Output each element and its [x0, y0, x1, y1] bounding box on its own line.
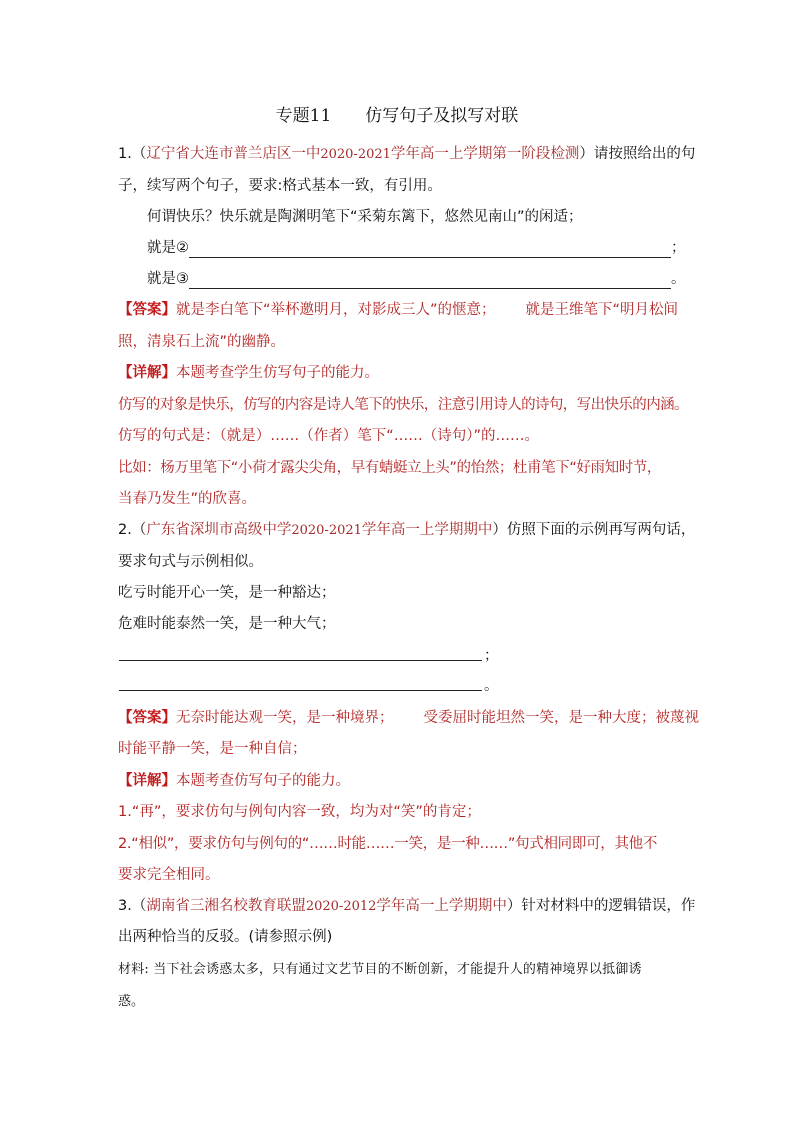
q1-answer-line1 [118, 300, 678, 320]
q3-stem-a: 针对材料中的逻辑错误，作 [521, 898, 696, 914]
q2-year: 2020-2021 [291, 523, 362, 538]
q2-detail-2a: 2.“相似”，要求仿句与例句的“……时能……一笑，是一种……”句式相同即可，其他不 [118, 836, 658, 852]
q2-prefix: 2.（ [118, 522, 147, 538]
q1-answer-line-2[interactable] [189, 274, 671, 289]
q2-blank1-end: ； [484, 648, 499, 664]
q3-stem-line1 [118, 896, 696, 917]
q3-material-a: 材料: 当下社会诱惑太多，只有通过文艺节目的不断创新，才能提升人的精神境界以抵御诱 [118, 962, 642, 977]
q2-example-2: 危难时能泰然一笑，是一种大气； [118, 616, 336, 632]
q2-answer-line1 [118, 708, 699, 728]
q2-example-1: 吃亏时能开心一笑，是一种豁达； [118, 585, 336, 601]
q1-prefix: 1.（ [118, 146, 147, 162]
q2-answer-line2: 时能平静一笑，是一种自信； [118, 741, 307, 757]
q2-source: 广东省深圳市高级中学 [146, 522, 292, 538]
q3-material-b: 惑。 [118, 994, 145, 1009]
q1-source: 辽宁省大连市普兰店区一中 [146, 146, 321, 162]
q2-detail-line [118, 771, 678, 791]
q1-answer-part1: 就是李白笔下“举杯邀明月，对影成三人”的惬意； [176, 302, 496, 318]
q1-stem-a: 请按照给出的句 [593, 146, 696, 162]
q1-blank1-end: ； [671, 240, 686, 256]
q1-detail-line [118, 363, 678, 383]
q1-detail-2: 仿写的句式是：（就是）……（作者）笔下“……（诗句）”的……。 [118, 428, 540, 444]
q1-detail-tag: 【详解】 [118, 365, 176, 381]
q2-stem-a: 仿照下面的示例再写两句话， [506, 522, 696, 538]
q3-prefix: 3.（ [118, 898, 147, 914]
q1-blank2-prefix: 就是③ [147, 271, 189, 287]
q3-year: 2020-2012 [305, 899, 377, 914]
q1-answer-line2: 照，清泉石上流”的幽静。 [118, 334, 286, 350]
q2-answer-part2: 受委屈时能坦然一笑，是一种大度；被蔑视 [423, 710, 699, 726]
q1-stem-line1 [118, 144, 696, 165]
q1-blank1-prefix: 就是② [147, 240, 189, 256]
q1-example: 何谓快乐？快乐就是陶渊明笔下“采菊东篱下，悠然见南山”的闲适； [147, 209, 583, 225]
q1-source-tail: 学年高一上学期第一阶段检测 [390, 146, 580, 162]
q3-source: 湖南省三湘名校教育联盟 [146, 898, 306, 914]
q3-close: ） [506, 898, 522, 914]
q2-answer-tag: 【答案】 [118, 710, 176, 726]
q2-answer-part1: 无奈时能达观一笑，是一种境界； [176, 710, 394, 726]
q1-blank-2 [147, 269, 707, 289]
q2-detail-tag: 【详解】 [118, 773, 176, 789]
q1-stem-line2: 子，续写两个句子，要求:格式基本一致，有引用。 [118, 178, 442, 194]
q1-answer-tag: 【答案】 [118, 302, 176, 318]
q3-stem-line2: 出两种恰当的反驳。(请参照示例) [118, 929, 333, 945]
q2-source-tail: 学年高一上学期期中 [361, 522, 493, 538]
q2-stem-line1 [118, 520, 696, 541]
q2-answer-line-1[interactable] [119, 660, 482, 661]
q1-detail-1: 仿写的对象是快乐，仿写的内容是诗人笔下的快乐，注意引用诗人的诗句，写出快乐的内涵。 [118, 397, 688, 413]
q2-detail-2b: 要求完全相同。 [118, 867, 220, 883]
q2-answer-line-2[interactable] [119, 690, 482, 691]
q2-detail-intro: 本题考查仿写句子的能力。 [176, 773, 350, 789]
q2-stem-line2: 要求句式与示例相似。 [118, 554, 263, 570]
q1-close: ） [579, 146, 594, 162]
q1-blank-1 [147, 238, 707, 258]
q2-close: ） [492, 522, 507, 538]
q2-detail-1: 1.“再”，要求仿句与例句内容一致，均为对“笑”的肯定； [118, 804, 481, 820]
q2-blank2-end: 。 [484, 678, 499, 694]
q1-detail-3a: 比如：杨万里笔下“小荷才露尖尖角，早有蜻蜓立上头”的怡然；杜甫笔下“好雨知时节， [118, 460, 662, 476]
q1-blank2-end: 。 [671, 271, 686, 287]
q3-source-tail: 学年高一上学期期中 [376, 898, 507, 914]
page-title: 专题11 仿写句子及拟写对联 [275, 106, 519, 126]
q1-answer-part2: 就是王维笔下“明月松间 [525, 302, 679, 318]
q1-detail-intro: 本题考查学生仿写句子的能力。 [176, 365, 379, 381]
q1-answer-line-1[interactable] [189, 243, 671, 258]
q1-detail-3b: 当春乃发生”的欣喜。 [118, 491, 257, 507]
q1-year: 2020-2021 [320, 147, 391, 162]
